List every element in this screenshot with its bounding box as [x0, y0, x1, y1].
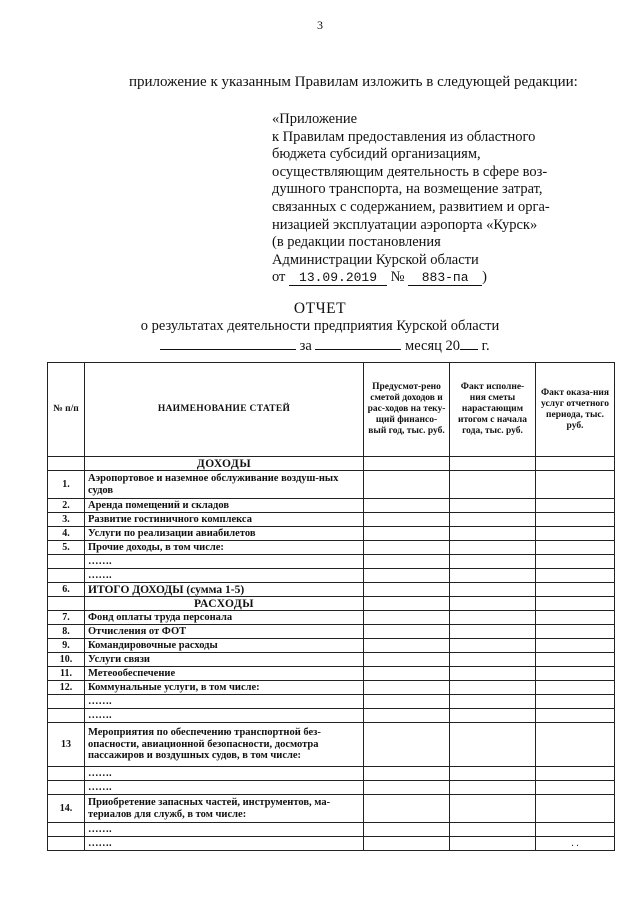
row-name: ИТОГО ДОХОДЫ (сумма 1-5) — [85, 583, 364, 597]
table-row — [48, 471, 615, 499]
row-number: 14. — [48, 795, 85, 823]
row-num-cell — [48, 457, 85, 471]
period-cell — [536, 457, 615, 471]
planned-cell — [364, 639, 450, 653]
row-name: Услуги связи — [85, 653, 364, 667]
header-actual: Факт исполне-ния сметы нарастающим итогом с начала года, тыс. руб. — [450, 363, 536, 457]
actual-cell — [450, 681, 536, 695]
row-number: 13 — [48, 723, 85, 767]
actual-cell — [450, 513, 536, 527]
period-cell — [536, 681, 615, 695]
row-number: 5. — [48, 541, 85, 555]
row-number: 3. — [48, 513, 85, 527]
row-name: Развитие гостиничного комплекса — [85, 513, 364, 527]
period-cell — [536, 555, 615, 569]
row-number — [48, 767, 85, 781]
row-name: ……. — [85, 823, 364, 837]
table-row — [48, 667, 615, 681]
planned-cell — [364, 667, 450, 681]
planned-cell — [364, 681, 450, 695]
planned-cell — [364, 569, 450, 583]
appendix-line: (в редакции постановления — [272, 234, 441, 251]
page-number: 3 — [317, 18, 323, 32]
planned-cell — [364, 527, 450, 541]
appendix-line: низацией эксплуатации аэропорта «Курск» — [272, 216, 538, 233]
period-cell — [536, 653, 615, 667]
row-name: ……. — [85, 781, 364, 795]
table-row — [48, 625, 615, 639]
row-name: Отчисления от ФОТ — [85, 625, 364, 639]
appendix-date-line — [272, 269, 592, 287]
period-cell — [536, 625, 615, 639]
period-cell — [536, 569, 615, 583]
period-cell — [536, 499, 615, 513]
planned-cell — [364, 837, 450, 851]
year-blank — [460, 337, 478, 350]
row-number — [48, 837, 85, 851]
planned-cell — [364, 781, 450, 795]
table-row — [48, 569, 615, 583]
period-cell — [536, 639, 615, 653]
row-name: Прочие доходы, в том числе: — [85, 541, 364, 555]
table-row — [48, 695, 615, 709]
period-cell: . . — [536, 837, 615, 851]
planned-cell — [364, 767, 450, 781]
row-number: 6. — [48, 583, 85, 597]
table-row — [48, 681, 615, 695]
actual-cell — [450, 471, 536, 499]
row-number: 9. — [48, 639, 85, 653]
row-number — [48, 709, 85, 723]
actual-cell — [450, 555, 536, 569]
table-row — [48, 639, 615, 653]
table-row — [48, 457, 615, 471]
period-cell — [536, 541, 615, 555]
table-row — [48, 583, 615, 597]
row-number: 10. — [48, 653, 85, 667]
planned-cell — [364, 723, 450, 767]
planned-cell — [364, 653, 450, 667]
table-row — [48, 527, 615, 541]
planned-cell — [364, 823, 450, 837]
table-row — [48, 781, 615, 795]
actual-cell — [450, 695, 536, 709]
row-number — [48, 569, 85, 583]
appendix-line: бюджета субсидий организациям, — [272, 146, 481, 163]
period-year-suffix: г. — [481, 338, 490, 354]
section-title: РАСХОДЫ — [85, 597, 364, 611]
decree-number: 883-па — [408, 271, 482, 286]
intro-text: приложение к указанным Правилам изложить в следующей редакции: — [129, 74, 578, 90]
actual-cell — [450, 823, 536, 837]
period-for: за — [299, 338, 312, 354]
row-name: ……. — [85, 709, 364, 723]
table-row — [48, 597, 615, 611]
planned-cell — [364, 555, 450, 569]
appendix-line: Администрации Курской области — [272, 251, 479, 268]
decree-date: 13.09.2019 — [289, 271, 387, 286]
actual-cell — [450, 569, 536, 583]
header-num: № п/п — [48, 363, 85, 457]
planned-cell — [364, 695, 450, 709]
period-cell — [536, 597, 615, 611]
row-name: Приобретение запасных частей, инструментов, ма-териалов для служб, в том числе: — [85, 795, 364, 823]
row-name: Мероприятия по обеспечению транспортной без-опасности, авиационной безопасности, досмотра пассажиров и воздушных судов, в том числе: — [85, 723, 364, 767]
planned-cell — [364, 471, 450, 499]
period-cell — [536, 709, 615, 723]
row-number: 12. — [48, 681, 85, 695]
closing-bracket: ) — [482, 269, 487, 286]
appendix-line: к Правилам предоставления из областного — [272, 128, 536, 145]
actual-cell — [450, 541, 536, 555]
month-blank — [315, 337, 401, 350]
table-row — [48, 723, 615, 767]
actual-cell — [450, 457, 536, 471]
period-cell — [536, 795, 615, 823]
header-period: Факт оказа-ния услуг отчетного периода, тыс. руб. — [536, 363, 615, 457]
row-name: Метеообеспечение — [85, 667, 364, 681]
actual-cell — [450, 723, 536, 767]
row-num-cell — [48, 597, 85, 611]
appendix-line: связанных с содержанием, развитием и орга- — [272, 198, 550, 215]
period-cell — [536, 611, 615, 625]
row-name: Коммунальные услуги, в том числе: — [85, 681, 364, 695]
actual-cell — [450, 709, 536, 723]
row-name: ……. — [85, 569, 364, 583]
table-row — [48, 611, 615, 625]
actual-cell — [450, 597, 536, 611]
appendix-line: «Приложение — [272, 111, 358, 127]
planned-cell — [364, 795, 450, 823]
planned-cell — [364, 611, 450, 625]
period-cell — [536, 723, 615, 767]
appendix-line: осуществляющим деятельность в сфере воз- — [272, 163, 548, 180]
actual-cell — [450, 527, 536, 541]
row-number: 4. — [48, 527, 85, 541]
period-cell — [536, 583, 615, 597]
report-table — [47, 362, 615, 851]
table-row — [48, 653, 615, 667]
row-number — [48, 781, 85, 795]
table-row — [48, 837, 615, 851]
period-cell — [536, 781, 615, 795]
row-number — [48, 823, 85, 837]
period-cell — [536, 513, 615, 527]
actual-cell — [450, 499, 536, 513]
table-row — [48, 709, 615, 723]
planned-cell — [364, 709, 450, 723]
table-row — [48, 823, 615, 837]
period-cell — [536, 667, 615, 681]
planned-cell — [364, 499, 450, 513]
number-prefix: № — [390, 269, 405, 286]
row-name: Аренда помещений и складов — [85, 499, 364, 513]
row-name: ……. — [85, 837, 364, 851]
section-title: ДОХОДЫ — [85, 457, 364, 471]
row-name: ……. — [85, 767, 364, 781]
row-number: 1. — [48, 471, 85, 499]
actual-cell — [450, 639, 536, 653]
table-row — [48, 795, 615, 823]
appendix-block — [272, 111, 592, 287]
planned-cell — [364, 583, 450, 597]
table-row — [48, 499, 615, 513]
row-name: ……. — [85, 695, 364, 709]
table-row — [48, 541, 615, 555]
period-cell — [536, 471, 615, 499]
row-number: 2. — [48, 499, 85, 513]
actual-cell — [450, 625, 536, 639]
row-name: Услуги по реализации авиабилетов — [85, 527, 364, 541]
row-name: Аэропортовое и наземное обслуживание воздуш-ных судов — [85, 471, 364, 499]
table-row — [48, 555, 615, 569]
actual-cell — [450, 611, 536, 625]
header-name: НАИМЕНОВАНИЕ СТАТЕЙ — [85, 363, 364, 457]
period-cell — [536, 695, 615, 709]
actual-cell — [450, 767, 536, 781]
enterprise-blank — [160, 337, 296, 350]
row-number — [48, 695, 85, 709]
period-month: месяц 20 — [405, 338, 461, 354]
planned-cell — [364, 457, 450, 471]
row-number: 11. — [48, 667, 85, 681]
period-cell — [536, 527, 615, 541]
planned-cell — [364, 597, 450, 611]
period-cell — [536, 823, 615, 837]
planned-cell — [364, 513, 450, 527]
actual-cell — [450, 583, 536, 597]
header-planned: Предусмот-рено сметой доходов и рас-ходов на теку-щий финансо-вый год, тыс. руб. — [364, 363, 450, 457]
appendix-line: душного транспорта, на возмещение затрат, — [272, 181, 543, 198]
table-row — [48, 767, 615, 781]
planned-cell — [364, 625, 450, 639]
actual-cell — [450, 795, 536, 823]
table-row — [48, 513, 615, 527]
planned-cell — [364, 541, 450, 555]
actual-cell — [450, 781, 536, 795]
row-name: Фонд оплаты труда персонала — [85, 611, 364, 625]
actual-cell — [450, 837, 536, 851]
row-number: 8. — [48, 625, 85, 639]
table-body — [48, 457, 615, 851]
date-prefix: от — [272, 269, 286, 286]
actual-cell — [450, 653, 536, 667]
row-name: ……. — [85, 555, 364, 569]
report-title: ОТЧЕТ — [293, 300, 347, 317]
row-number: 7. — [48, 611, 85, 625]
period-cell — [536, 767, 615, 781]
report-period — [160, 337, 560, 355]
row-name: Командировочные расходы — [85, 639, 364, 653]
actual-cell — [450, 667, 536, 681]
report-subtitle: о результатах деятельности предприятия Курской области — [140, 318, 500, 334]
row-number — [48, 555, 85, 569]
